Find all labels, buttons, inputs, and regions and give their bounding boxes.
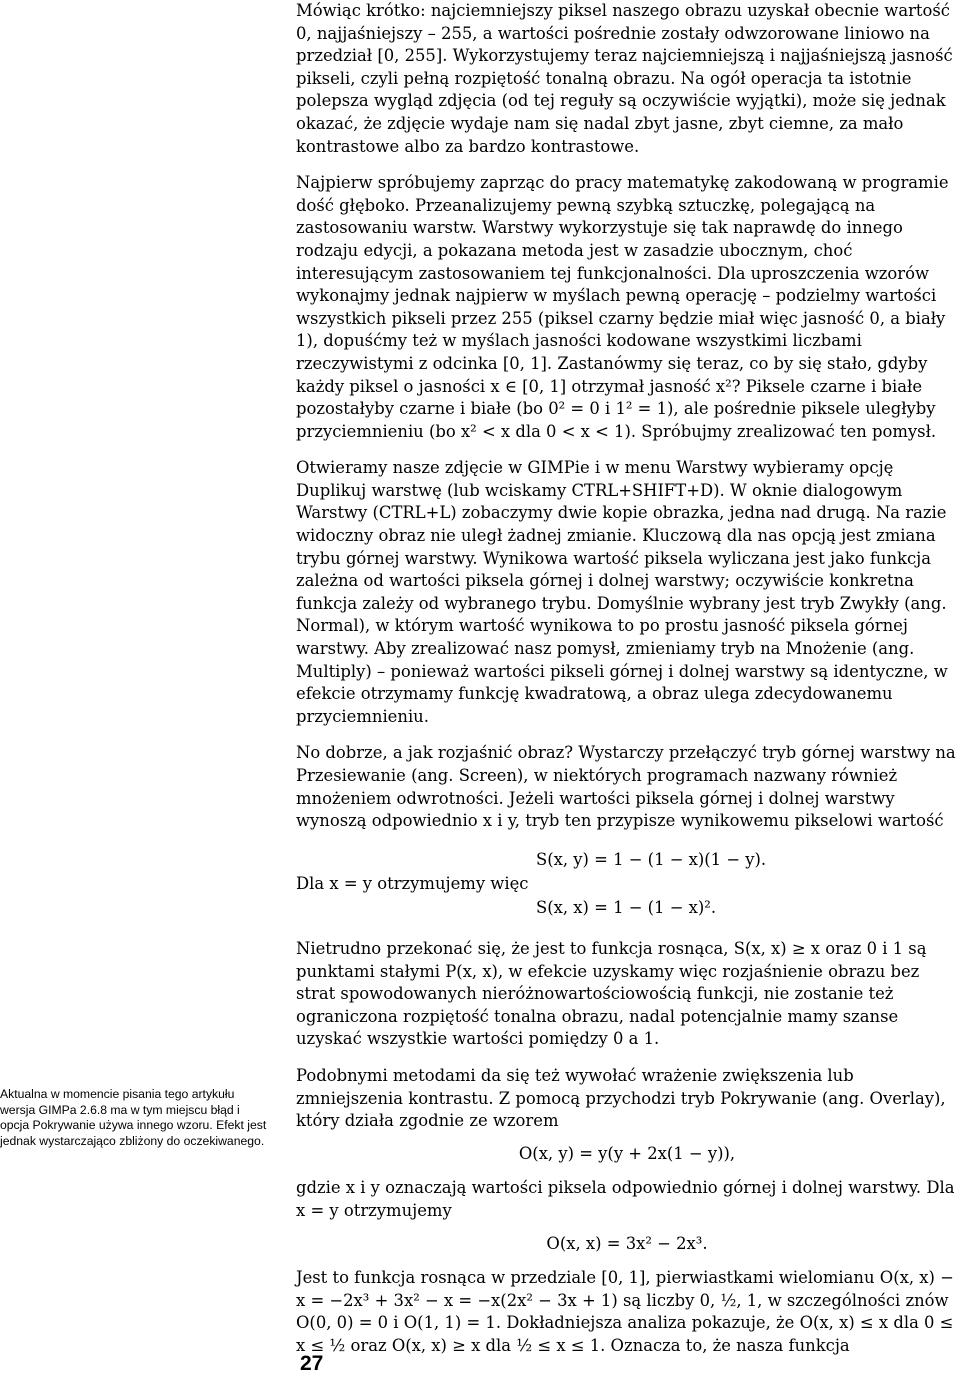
margin-note: Aktualna w momencie pisania tego artykułu wersja GIMPa 2.6.8 ma w tym miejscu błąd i opcja Pokrywanie używa innego wzoru. Efekt jest jednak wystarczająco zbliżony do oczekiwanego. xyxy=(0,1087,267,1148)
main-text-column xyxy=(296,0,958,1371)
equation-lead-text: Dla x = y otrzymujemy więc xyxy=(296,874,529,894)
screen-equation-block xyxy=(296,839,958,930)
paragraph-4: No dobrze, a jak rozjaśnić obraz? Wystarczy przełączyć tryb górnej warstwy na Przesiewanie (ang. Screen), w niektórych programach nazwany również mnożeniem odwrotności. Jeżeli wartości piksela górnej i dolnej warstwy wynoszą odpowiednio x i y, tryb ten przypisze wynikowemu pikselowi wartość xyxy=(296,743,956,831)
page-number: 27 xyxy=(300,1352,324,1375)
paragraph-6: Podobnymi metodami da się też wywołać wrażenie zwiększenia lub zmniejszenia kontrastu. Z pomocą przychodzi tryb Pokrywanie (ang. Overlay), który działa zgodnie ze wzorem xyxy=(296,1065,946,1131)
equation-overlay-xx: O(x, x) = 3x² − 2x³. xyxy=(546,1233,708,1253)
paragraph-8: Jest to funkcja rosnąca w przedziale [0, 1], pierwiastkami wielomianu O(x, x) − x = −2x³ + 3x² − x = −x(2x² − 3x + 1) są liczby 0, ½, 1, w szczególności znów O(0, 0) = 0 i O(1, 1) = 1. Dokładniejsza analiza pokazuje, że O(x, x) ≤ x dla 0 ≤ x ≤ ½ oraz O(x, x) ≥ x dla ½ ≤ x ≤ 1. Oznacza to, że nasza funkcja xyxy=(296,1268,954,1355)
equation-overlay: O(x, y) = y(y + 2x(1 − y)), xyxy=(518,1143,736,1163)
paragraph-3: Otwieramy nasze zdjęcie w GIMPie i w menu Warstwy wybieramy opcję Duplikuj warstwę (lub wciskamy CTRL+SHIFT+D). W oknie dialogowym Warstwy (CTRL+L) zobaczymy dwie kopie obrazka, jedna nad drugą. Na razie widoczny obraz nie uległ żadnej zmianie. Kluczową dla nas opcją jest zmiana trybu górnej warstwy. Wynikowa wartość piksela wyliczana jest jako funkcja zależna od wartości piksela górnej i dolnej warstwy; oczywiście konkretna funkcja zależy od wybranego trybu. Domyślnie wybrany jest tryb Zwykły (ang. Normal), w którym wartość wynikowa to po prostu jasność piksela górnej warstwy. Aby zrealizować nasz pomysł, zmieniamy tryb na Mnożenie (ang. Multiply) – ponieważ wartości pikseli górnej i dolnej warstwy są identyczne, w efekcie otrzymamy funkcję kwadratową, a obraz ulega zdecydowanemu przyciemnieniu. xyxy=(296,458,948,726)
paragraph-2: Najpierw spróbujemy zaprząc do pracy matematykę zakodowaną w programie dość głęboko. Przeanalizujemy pewną szybką sztuczkę, polegającą na zastosowaniu warstw. Warstwy wykorzystuje się tak naprawdę do innego rodzaju edycji, a pokazana metoda jest w zasadzie ubocznym, choć interesującym zastosowaniem tej funkcjonalności. Dla uproszczenia wzorów wykonajmy jednak najpierw w myślach pewną operację – podzielmy wartości wszystkich pikseli przez 255 (piksel czarny będzie miał więc jasność 0, a biały 1), dopuśćmy też w myślach jasności kodowane wszystkimi liczbami rzeczywistymi z odcinka [0, 1]. Zastanówmy się teraz, co by się stało, gdyby każdy piksel o jasności x ∈ [0, 1] otrzymał jasność x²? Piksele czarne i białe pozostałyby czarne i białe (bo 0² = 0 i 1² = 1), ale pośrednie piksele uległyby przyciemnieniu (bo x² < x dla 0 < x < 1). Spróbujmy zrealizować ten pomysł. xyxy=(296,173,949,441)
paragraph-5: Nietrudno przekonać się, że jest to funkcja rosnąca, S(x, x) ≥ x oraz 0 i 1 są punktami stałymi P(x, x), w efekcie uzyskamy więc rozjaśnienie obrazu bez strat spowodowanych nieróżnowartościowością funkcji, nie zostanie też ograniczona rozpiętość tonalna obrazu, nadal potencjalnie mamy szanse uzyskać wszystkie wartości pomiędzy 0 a 1. xyxy=(296,938,927,1049)
paragraph-7: gdzie x i y oznaczają wartości piksela odpowiednio górnej i dolnej warstwy. Dla x = y otrzymujemy xyxy=(296,1178,955,1220)
equation-screen-xx: S(x, x) = 1 − (1 − x)². xyxy=(536,898,717,918)
equation-screen: S(x, y) = 1 − (1 − x)(1 − y). xyxy=(536,849,767,869)
paragraph-1: Mówiąc krótko: najciemniejszy piksel naszego obrazu uzyskał obecnie wartość 0, najjaśniejszy – 255, a wartości pośrednie zostały odwzorowane liniowo na przedział [0, 255]. Wykorzystujemy teraz najciemniejszą i najjaśniejszą jasność pikseli, czyli pełną rozpiętość tonalną obrazu. Na ogół operacja ta istotnie polepsza wygląd zdjęcia (od tej reguły są oczywiście wyjątki), może się jednak okazać, że zdjęcie wydaje nam się nadal zbyt jasne, zbyt ciemne, za mało kontrastowe albo za bardzo kontrastowe. xyxy=(296,1,953,156)
